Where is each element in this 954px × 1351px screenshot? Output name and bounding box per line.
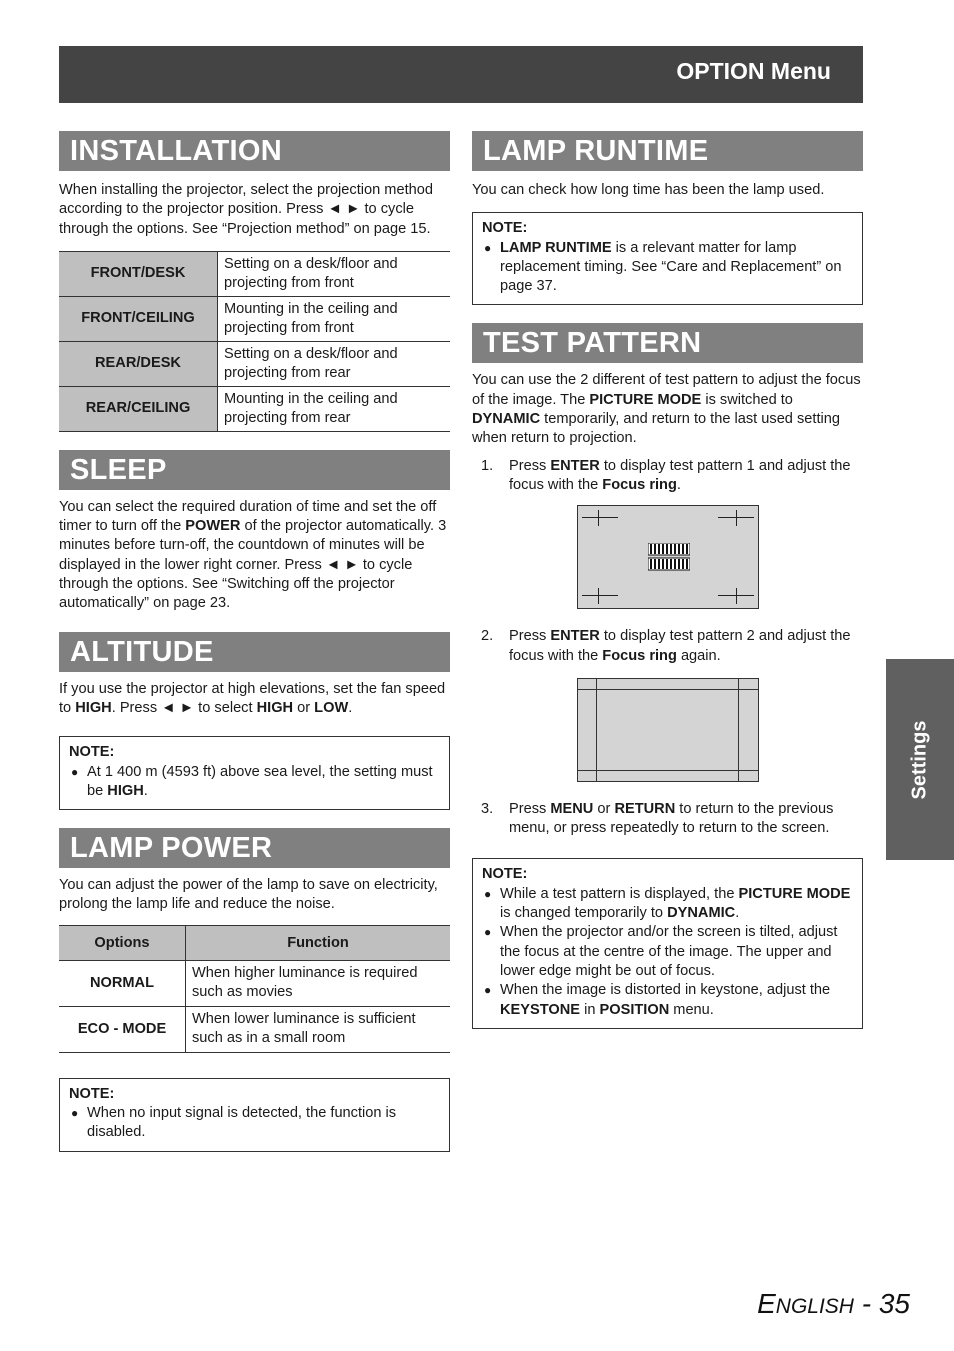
page-footer: ENGLISH - 35 [757,1288,910,1319]
column-header: Function [186,925,451,960]
test-pattern-steps-2 [472,627,863,666]
note-title: NOTE: [482,220,528,237]
table-row [59,251,450,296]
row-key: NORMAL [59,960,186,1006]
lamp-power-table [59,925,450,1053]
row-desc: Setting on a desk/floor and projecting from front [218,251,451,296]
test-pattern-steps [472,457,863,496]
sleep-title: SLEEP [59,450,450,490]
test-pattern-1-image [577,505,759,609]
lamp-runtime-intro: You can check how long time has been the lamp used. [472,182,825,198]
row-desc: Mounting in the ceiling and projecting from front [218,296,451,341]
right-column [472,131,863,1029]
header-bar [59,46,863,103]
table-row [59,341,450,386]
section-header-title: OPTION Menu [676,58,831,84]
note-item: ● When no input signal is detected, the function is disabled. [69,1104,440,1143]
lamp-runtime-title: LAMP RUNTIME [472,131,863,171]
row-key: REAR/DESK [59,341,218,386]
lamp-power-note [59,1078,450,1152]
row-key: ECO - MODE [59,1006,186,1052]
row-desc: When higher luminance is required such as movies [186,960,451,1006]
row-key: REAR/CEILING [59,386,218,431]
step-item: 2. Press ENTER to display test pattern 2 and adjust the focus with the Focus ring again. [481,628,851,664]
test-pattern-steps-3 [472,800,863,839]
test-pattern-title: TEST PATTERN [472,323,863,363]
table-header-row [59,925,450,960]
row-desc: When lower luminance is sufficient such as in a small room [186,1006,451,1052]
row-desc: Setting on a desk/floor and projecting from rear [218,341,451,386]
table-row [59,1006,450,1052]
note-item: ● At 1 400 m (4593 ft) above sea level, the setting must be HIGH. [69,763,440,802]
left-column [59,131,450,1152]
note-item: ● LAMP RUNTIME is a relevant matter for lamp replacement timing. See “Care and Replacement” on page 37. [482,239,853,297]
note-title: NOTE: [69,1085,115,1102]
note-item: ● When the projector and/or the screen is tilted, adjust the focus at the centre of the image. The upper and lower edge might be out of focus. [482,923,853,981]
settings-side-tab [886,659,954,860]
side-tab-label: Settings [908,720,931,799]
row-key: FRONT/DESK [59,251,218,296]
focus-bars-icon [648,543,690,571]
altitude-note [59,736,450,810]
table-row [59,296,450,341]
note-title: NOTE: [69,744,115,761]
step-item: 3. Press MENU or RETURN to return to the previous menu, or press repeatedly to return to the screen. [481,800,834,837]
installation-intro: When installing the projector, select the projection method according to the projector position. Press ◄ ► to cycle through the options. See “Projection method” on page 15. [59,182,433,237]
row-key: FRONT/CEILING [59,296,218,341]
note-item: ● While a test pattern is displayed, the PICTURE MODE is changed temporarily to DYNAMIC. [482,885,853,924]
test-pattern-2-image [577,678,759,782]
step-item: 1. Press ENTER to display test pattern 1 and adjust the focus with the Focus ring. [481,457,851,493]
note-title: NOTE: [482,866,528,883]
table-row [59,960,450,1006]
test-pattern-note [472,858,863,1028]
column-header: Options [59,925,186,960]
lamp-power-intro: You can adjust the power of the lamp to save on electricity, prolong the lamp life and reduce the noise. [59,877,438,913]
test-pattern-intro: You can use the 2 different of test pattern to adjust the focus of the image. The PICTURE MODE is switched to DYNAMIC temporarily, and return to the last used setting when return to projection. [472,372,861,447]
installation-title: INSTALLATION [59,131,450,171]
installation-table [59,251,450,432]
note-item: ● When the image is distorted in keystone, adjust the KEYSTONE in POSITION menu. [482,981,853,1020]
lamp-power-title: LAMP POWER [59,828,450,868]
table-row [59,386,450,431]
lamp-runtime-note [472,212,863,305]
altitude-body: If you use the projector at high elevations, set the fan speed to HIGH. Press ◄ ► to select HIGH or LOW. [59,680,446,716]
altitude-title: ALTITUDE [59,632,450,672]
row-desc: Mounting in the ceiling and projecting from rear [218,386,451,431]
sleep-body: You can select the required duration of time and set the off timer to turn off the POWER of the projector automatically. 3 minutes before turn-off, the countdown of minutes will be displayed in the lower right corner. Press ◄ ► to cycle through the options. See “Switching off the projector automatically” on page 23. [59,498,447,612]
